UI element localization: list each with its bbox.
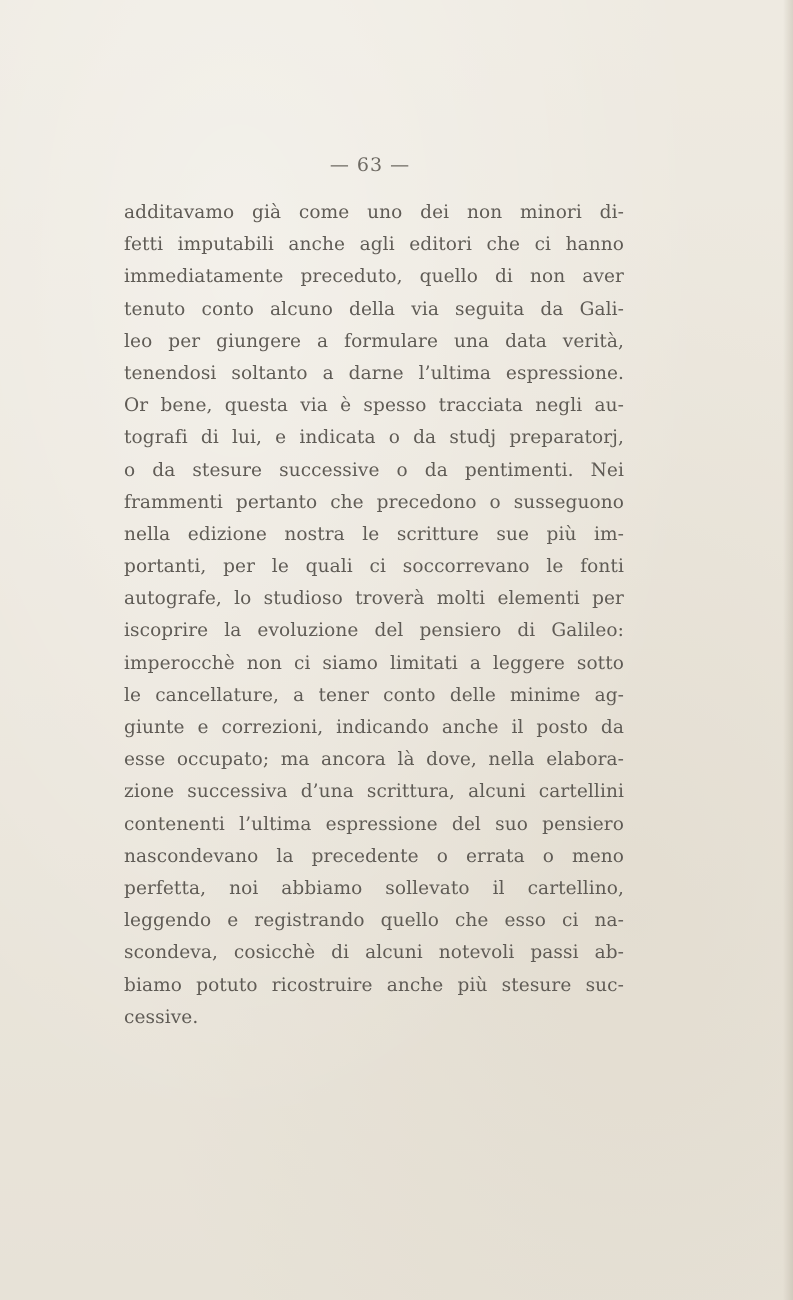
text-line: biamo potuto ricostruire anche più stesure suc- <box>124 974 624 996</box>
text-line: giunte e correzioni, indicando anche il posto da <box>124 717 624 738</box>
text-line: imperocchè non ci siamo limitati a leggere sotto <box>124 652 624 674</box>
text-line: fetti imputabili anche agli editori che ci hanno <box>124 234 624 256</box>
text-line: tenuto conto alcuno della via seguita da Gali- <box>124 298 624 320</box>
text-line: le cancellature, a tener conto delle minime ag- <box>124 684 624 706</box>
text-line: esse occupato; ma ancora là dove, nella elabora- <box>124 749 624 771</box>
text-line: portanti, per le quali ci soccorrevano le fonti <box>124 556 624 578</box>
text-line: autografe, lo studioso troverà molti elementi per <box>124 588 624 610</box>
text-line: perfetta, noi abbiamo sollevato il cartellino, <box>124 877 624 899</box>
text-line: cessive. <box>124 1006 199 1028</box>
text-line: leggendo e registrando quello che esso ci na- <box>124 910 624 932</box>
text-line: frammenti pertanto che precedono o susseguono <box>124 491 624 513</box>
text-line: additavamo già come uno dei non minori di- <box>124 202 624 223</box>
text-line: tenendosi soltanto a darne l’ultima espressione. <box>124 362 624 384</box>
text-line: Or bene, questa via è spesso tracciata negli au- <box>124 395 624 417</box>
page-edge-shadow <box>783 0 793 1300</box>
text-line: iscoprire la evoluzione del pensiero di Galileo: <box>124 620 624 642</box>
text-line: o da stesure successive o da pentimenti. Nei <box>124 459 624 481</box>
text-line: contenenti l’ultima espressione del suo pensiero <box>124 813 624 835</box>
text-line: nella edizione nostra le scritture sue più im- <box>124 523 624 545</box>
text-line: scondeva, cosicchè di alcuni notevoli passi ab- <box>124 942 624 964</box>
page-number: — 63 — <box>329 154 411 176</box>
text-line: leo per giungere a formulare una data verità, <box>124 330 624 352</box>
body-text <box>124 197 624 1034</box>
text-line: nascondevano la precedente o errata o meno <box>124 845 624 867</box>
text-line: zione successiva d’una scrittura, alcuni cartellini <box>124 781 624 803</box>
text-line: tografi di lui, e indicata o da studj preparatorj, <box>124 427 624 449</box>
text-line: immediatamente preceduto, quello di non aver <box>124 266 624 288</box>
